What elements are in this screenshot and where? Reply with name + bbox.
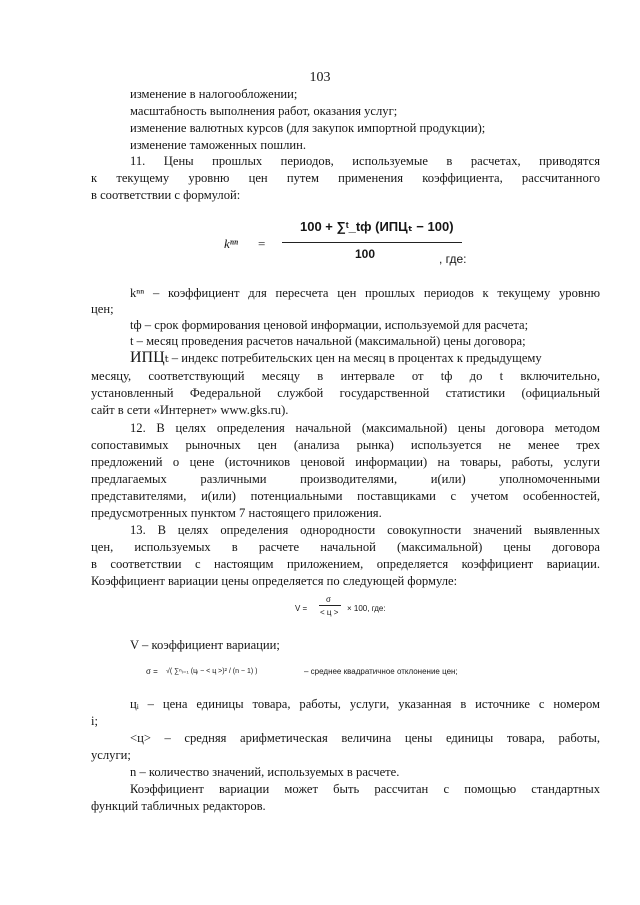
definition-line: t – месяц проведения расчетов начальной (максимальной) цены договора; — [130, 334, 526, 348]
definition-line: tф – срок формирования ценовой информации, используемой для расчета; — [130, 318, 529, 332]
formula-numerator: 100 + ∑ᵗ_tф (ИПЦₜ − 100) — [300, 219, 454, 234]
final-paragraph-line: Коэффициент вариации может быть рассчитан с помощью стандартных — [130, 782, 600, 796]
definition-line: kⁿⁿ – коэффициент для пересчета цен прошлых периодов к текущему уровню — [130, 286, 600, 300]
sigma-lhs: σ = — [146, 667, 158, 676]
paragraph-11-line: к текущему уровню цен путем применения коэффициента, рассчитанного — [91, 171, 600, 185]
paragraph-12-line: предусмотренных пунктом 7 настоящего приложения. — [91, 506, 382, 520]
sigma-definition: – среднее квадратичное отклонение цен; — [304, 667, 458, 676]
paragraph-12-line: 12. В целях определения начальной (максимальной) цены договора методом — [130, 421, 600, 435]
definition-line: установленный Федеральной службой государственной статистики (официальный — [91, 386, 600, 400]
variation-formula — [295, 595, 435, 625]
paragraph-12-line: представителями, и(или) потенциальными поставщиками с учетом особенностей, — [91, 489, 600, 503]
text-line: изменение таможенных пошлин. — [130, 138, 306, 152]
formula-lhs: V = — [295, 604, 308, 613]
final-paragraph-line: функций табличных редакторов. — [91, 799, 266, 813]
paragraph-11-line: в соответствии с формулой: — [91, 188, 241, 202]
paragraph-12-line: предлагаемых различными производителями, и(или) уполномоченными — [91, 472, 600, 486]
formula-denominator: < ц > — [320, 608, 339, 617]
definition-line: месяцу, соответствующий месяцу в интервале от tф до t включительно, — [91, 369, 600, 383]
paragraph-13-line: цен, используемых в расчете начальной (максимальной) цены договора — [91, 540, 600, 554]
fraction-bar — [282, 242, 462, 243]
definition-line: <ц> – средняя арифметическая величина цены единицы товара, работы, — [130, 731, 600, 745]
formula-lhs: kⁿⁿ — [224, 236, 238, 251]
paragraph-11-line: 11. Цены прошлых периодов, используемые в расчетах, приводятся — [130, 154, 600, 168]
text-line: изменение в налогообложении; — [130, 87, 298, 101]
definition-line: n – количество значений, используемых в расчете. — [130, 765, 400, 779]
formula-equals: = — [258, 236, 266, 251]
definition-line: услуги; — [91, 748, 131, 762]
definition-line: сайт в сети «Интернет» www.gks.ru). — [91, 403, 289, 417]
cpi-symbol: ИПЦₜ — [130, 349, 169, 366]
definition-line: цᵢ – цена единицы товара, работы, услуги, указанная в источнике с номером — [130, 697, 600, 711]
text-line: изменение валютных курсов (для закупок импортной продукции); — [130, 121, 486, 135]
page-number: 103 — [309, 70, 331, 85]
formula-numerator: σ — [326, 595, 331, 604]
sigma-expression: √( ∑ⁿᵢ₌₁ (цᵢ − < ц >)² / (n − 1) ) — [166, 668, 258, 675]
formula-tail: , где: — [439, 252, 467, 266]
fraction-bar — [319, 605, 341, 606]
sigma-formula — [146, 657, 466, 687]
definition-line: i; — [91, 714, 98, 728]
definition-line — [130, 350, 542, 366]
definition-line: цен; — [91, 302, 114, 316]
text-line: масштабность выполнения работ, оказания услуг; — [130, 104, 398, 118]
formula-denominator: 100 — [355, 247, 376, 261]
paragraph-13-line: 13. В целях определения однородности совокупности значений выявленных — [130, 523, 600, 537]
paragraph-12-line: предложений о цене (источников ценовой информации) на товары, работы, услуги — [91, 455, 600, 469]
price-recalc-formula — [220, 215, 470, 275]
cpi-definition: – индекс потребительских цен на месяц в процентах к предыдущему — [168, 351, 542, 365]
definition-line: V – коэффициент вариации; — [130, 638, 280, 652]
paragraph-13-line: Коэффициент вариации цены определяется по следующей формуле: — [91, 574, 458, 588]
formula-tail: × 100, где: — [347, 604, 386, 613]
paragraph-12-line: сопоставимых рыночных цен (анализа рынка) используется не менее трех — [91, 438, 600, 452]
paragraph-13-line: в соответствии с настоящим приложением, определяется коэффициент вариации. — [91, 557, 600, 571]
